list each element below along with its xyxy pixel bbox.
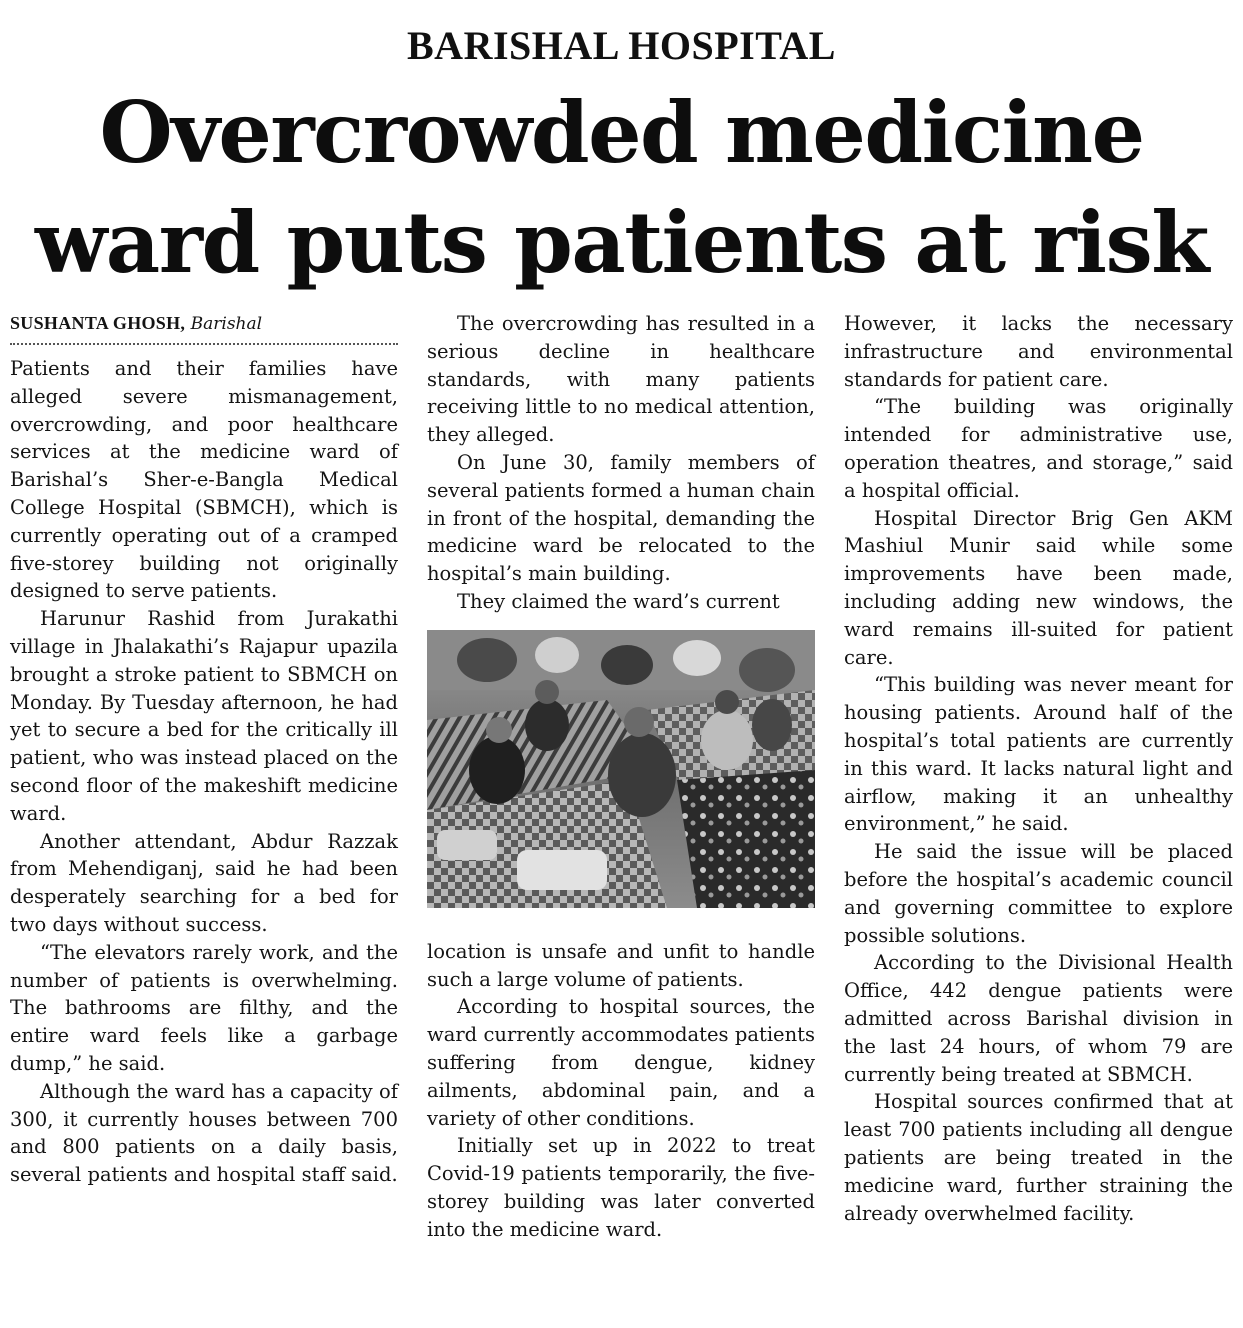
article-column-3 [844,310,1233,1227]
paragraph: Patients and their families have alleged severe mismanagement, overcrowding, and poor healthcare services at the medicine ward of Barishal’s Sher-e-Bangla Medical College Hospital (SBMCH), which is currently operating out of a cramped five-storey building not originally designed to serve patients. [10,357,398,603]
paragraph: On June 30, family members of several patients formed a human chain in front of the hospital, demanding the medicine ward be relocated to the hospital’s main building. [427,450,815,586]
section-kicker: BARISHAL HOSPITAL [407,23,836,68]
paragraph: They claimed the ward’s current [457,589,780,613]
ward-photo-illustration [427,630,815,908]
headline-line-2: ward puts patients at risk [35,193,1208,292]
paragraph: However, it lacks the necessary infrastructure and environmental standards for patient care. [844,312,1233,391]
paragraph: According to the Divisional Health Office, 442 dengue patients were admitted across Barishal division in the last 24 hours, of whom 79 are currently being treated at SBMCH. [844,951,1233,1086]
paragraph: Hospital sources confirmed that at least 700 patients including all dengue patients are being treated in the medicine ward, further straining the already overwhelmed facility. [844,1090,1233,1225]
article-column-1 [10,310,398,1189]
paragraph: Initially set up in 2022 to treat Covid-19 patients temporarily, the five-storey building was later converted into the medicine ward. [427,1134,815,1241]
headline [0,78,1243,298]
paragraph: Hospital Director Brig Gen AKM Mashiul Munir said while some improvements have been made, including adding new windows, the ward remains ill-suited for patient care. [844,506,1233,669]
paragraph: “This building was never meant for housing patients. Around half of the hospital’s total patients are currently in this ward. It lacks natural light and airflow, making it an unhealthy environment,” he said. [844,673,1233,836]
paragraph: Harunur Rashid from Jurakathi village in Jhalakathi’s Rajapur upazila brought a stroke patient to SBMCH on Monday. By Tuesday afternoon, he had yet to secure a bed for the critically ill patient, who was instead placed on the second floor of the makeshift medicine ward. [10,607,398,825]
paragraph: The overcrowding has resulted in a serious decline in healthcare standards, with many patients receiving little to no medical attention, they alleged. [427,312,815,447]
article-column-2 [427,310,815,1244]
paragraph: “The building was originally intended for administrative use, operation theatres, and storage,” said a hospital official. [844,395,1233,502]
byline [10,310,398,337]
byline-author: SUSHANTA GHOSH, [10,313,186,333]
paragraph: “The elevators rarely work, and the number of patients is overwhelming. The bathrooms are filthy, and the entire ward feels like a garbage dump,” he said. [10,940,398,1075]
paragraph: According to hospital sources, the ward currently accommodates patients suffering from dengue, kidney ailments, abdominal pain, and a variety of other conditions. [427,995,815,1130]
paragraph: location is unsafe and unfit to handle such a large volume of patients. [427,939,815,991]
paragraph: Although the ward has a capacity of 300, it currently houses between 700 and 800 patients on a daily basis, several patients and hospital staff said. [10,1079,398,1187]
ward-photo [427,630,815,908]
paragraph: He said the issue will be placed before the hospital’s academic council and governing committee to explore possible solutions. [844,840,1233,947]
headline-line-1: Overcrowded medicine [99,83,1144,182]
byline-divider [10,343,398,345]
paragraph: Another attendant, Abdur Razzak from Mehendiganj, said he had been desperately searching for a bed for two days without success. [10,829,398,936]
byline-location: Barishal [190,314,263,334]
